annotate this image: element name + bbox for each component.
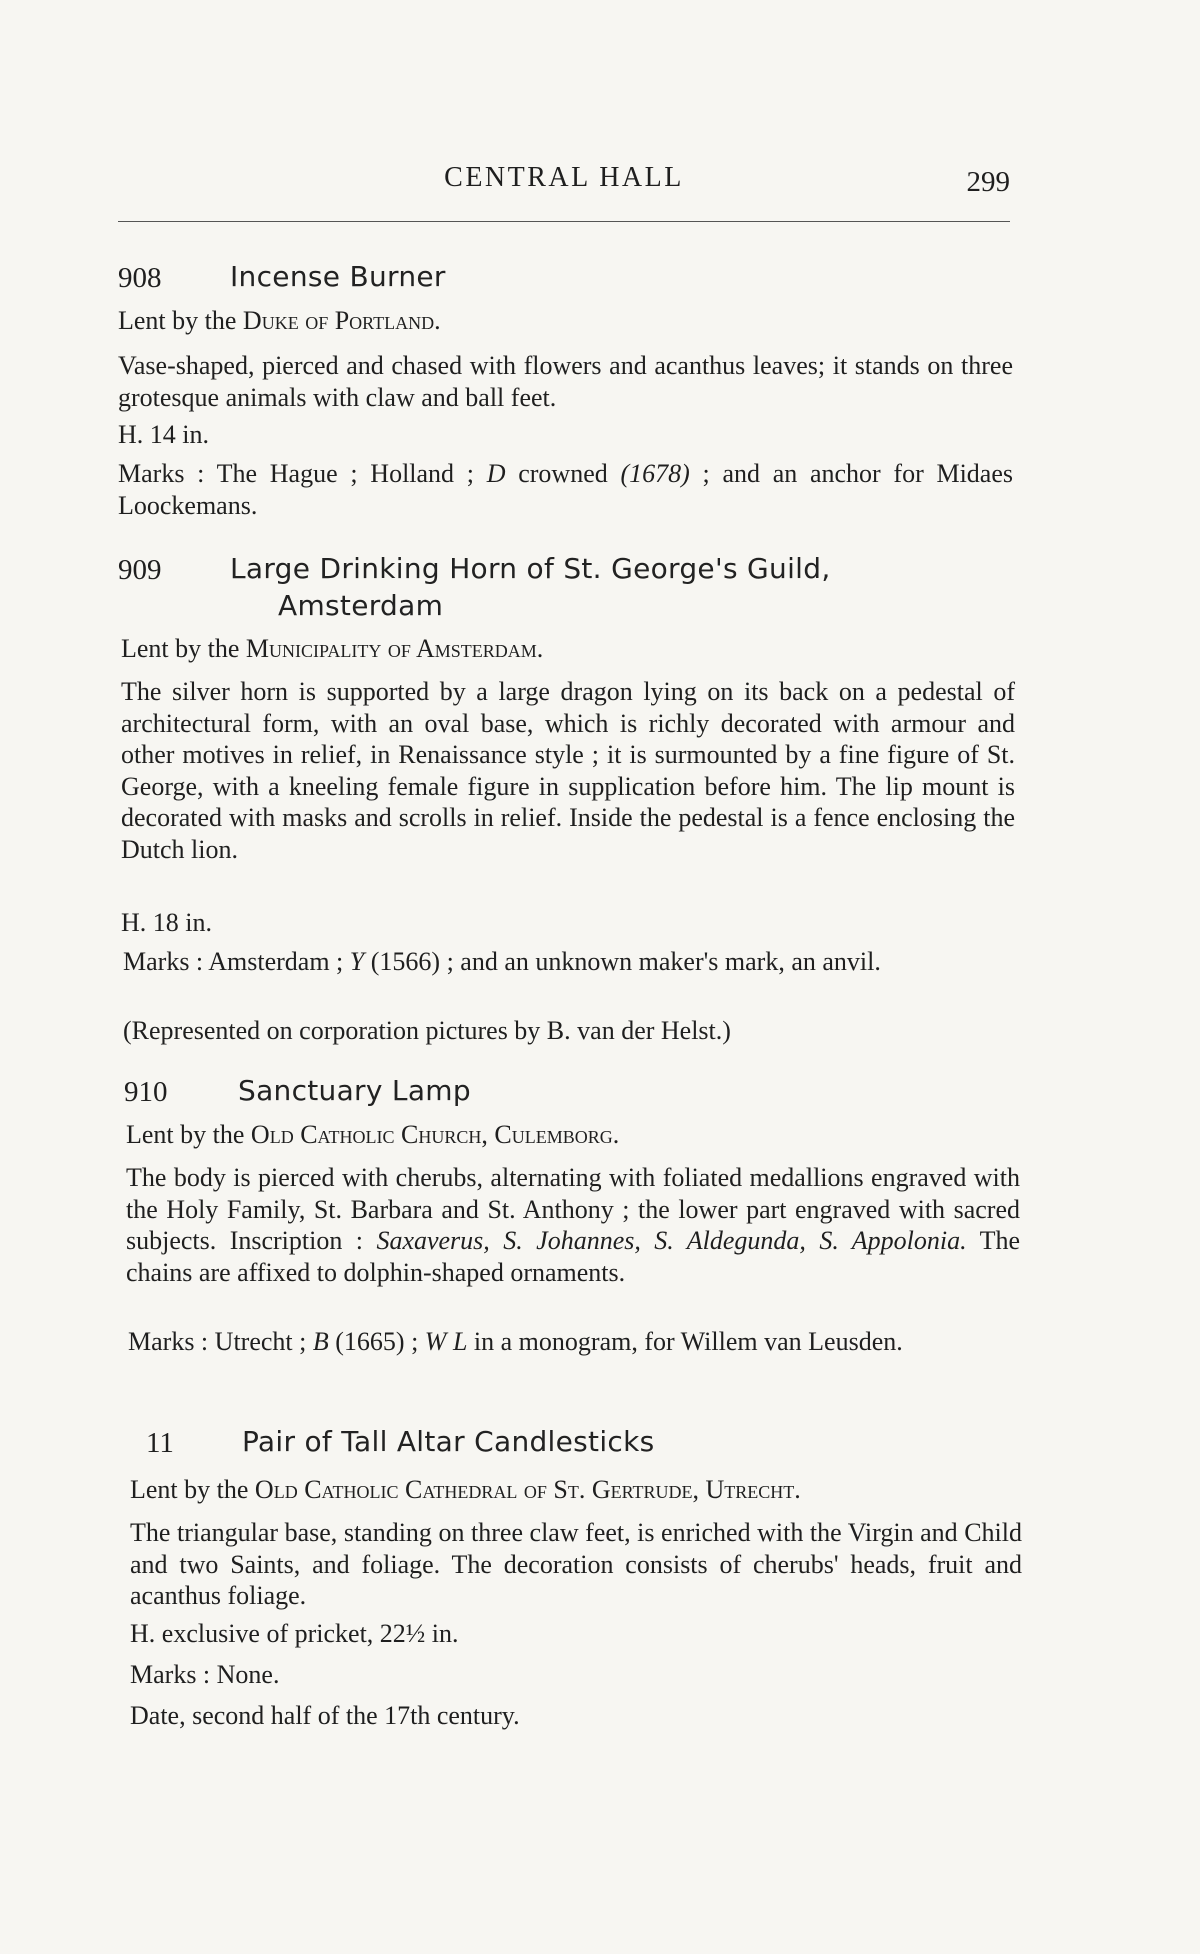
- entry-title-line-1: Large Drinking Horn of St. George's Guild,: [230, 552, 831, 585]
- entry-marks: Marks : None.: [130, 1660, 280, 1689]
- entry-date: Date, second half of the 17th century.: [130, 1701, 520, 1730]
- entry-lender: [118, 306, 441, 336]
- marks-text: crowned: [518, 459, 608, 488]
- marks-text: in a monogram, for Willem van Leusden.: [473, 1327, 903, 1356]
- entry-description: Vase-shaped, pierced and chased with flowers and acanthus leaves; it stands on three grotesque animals with claw and ball feet.: [118, 351, 1013, 412]
- marks-letter: B: [312, 1327, 329, 1356]
- header-rule: [118, 221, 1010, 222]
- marks-label: Marks :: [118, 459, 205, 488]
- entry-note: (Represented on corporation pictures by B. van der Helst.): [123, 1016, 731, 1045]
- entry-lender: [121, 634, 543, 664]
- entry-title-line-2: Amsterdam: [278, 589, 444, 622]
- marks-text: Amsterdam ;: [208, 947, 344, 976]
- running-head: [118, 160, 1010, 200]
- description-text: The chains are affixed to dolphin-shaped ornaments.: [126, 1226, 1021, 1287]
- entry-title: Incense Burner: [230, 260, 446, 293]
- entry-marks: [128, 1326, 1021, 1358]
- marks-text: (1566) ; and an unknown maker's mark, an anvil.: [370, 947, 881, 976]
- lent-by-prefix: Lent by the: [126, 1120, 245, 1149]
- lent-by-prefix: Lent by the: [130, 1475, 249, 1504]
- description-text: The body is pierced with cherubs, alternating with foliated medallions engraved with the Holy Family, St. Barbara and St. Anthony ; the lower part engraved with sacred subjects. Inscription :: [126, 1163, 1020, 1255]
- marks-letter: D: [486, 459, 506, 488]
- lender-name: Duke of Portland.: [242, 306, 441, 335]
- entry-number: 11: [146, 1427, 174, 1459]
- entry-title: Sanctuary Lamp: [238, 1074, 471, 1107]
- marks-text: (1665) ;: [335, 1327, 419, 1356]
- entry-height: H. exclusive of pricket, 22½ in.: [130, 1619, 459, 1648]
- entry-height: H. 14 in.: [118, 420, 209, 449]
- marks-date: (1678): [620, 459, 690, 488]
- lent-by-prefix: Lent by the: [118, 306, 237, 335]
- marks-label: Marks :: [123, 947, 204, 976]
- entry-description: [126, 1162, 1020, 1288]
- marks-letter: Y: [349, 947, 365, 976]
- lender-name: Old Catholic Cathedral of St. Gertrude, Utrecht.: [254, 1475, 801, 1504]
- entry-lender: [130, 1475, 801, 1505]
- marks-monogram: W L: [424, 1327, 468, 1356]
- entry-lender: [126, 1120, 619, 1150]
- running-title: CENTRAL HALL: [444, 162, 684, 193]
- marks-text: Utrecht ;: [214, 1327, 307, 1356]
- lender-name: Municipality of Amsterdam.: [245, 634, 544, 663]
- marks-text: The Hague ; Holland ;: [216, 459, 475, 488]
- lender-name: Old Catholic Church, Culemborg.: [250, 1120, 620, 1149]
- entry-marks: [123, 946, 1016, 978]
- entry-height: H. 18 in.: [121, 908, 212, 937]
- page-number: 299: [966, 166, 1010, 198]
- inscription-text: Saxaverus, S. Johannes, S. Aldegunda, S. Appolonia.: [376, 1226, 967, 1255]
- marks-text: ; and an anchor for Midaes Loockemans.: [118, 459, 1014, 520]
- entry-number: 908: [118, 262, 162, 294]
- lent-by-prefix: Lent by the: [121, 634, 240, 663]
- entry-description: The triangular base, standing on three claw feet, is enriched with the Virgin and Child and two Saints, and foliage. The decoration consists of cherubs' heads, fruit and acanthus foliage.: [130, 1518, 1022, 1610]
- entry-title: Pair of Tall Altar Candlesticks: [242, 1425, 655, 1458]
- entry-number: 909: [118, 554, 162, 586]
- entry-number: 910: [124, 1076, 168, 1108]
- entry-marks: [118, 458, 1013, 521]
- entry-description: The silver horn is supported by a large dragon lying on its back on a pedestal of architectural form, with an oval base, which is richly decorated with armour and other motives in relief, in Renaissance style ; it is surmounted by a fine figure of St. George, with a kneeling female figure in supplication before him. The lip mount is decorated with masks and scrolls in relief. Inside the pedestal is a fence enclosing the Dutch lion.: [121, 677, 1015, 864]
- marks-label: Marks :: [128, 1327, 209, 1356]
